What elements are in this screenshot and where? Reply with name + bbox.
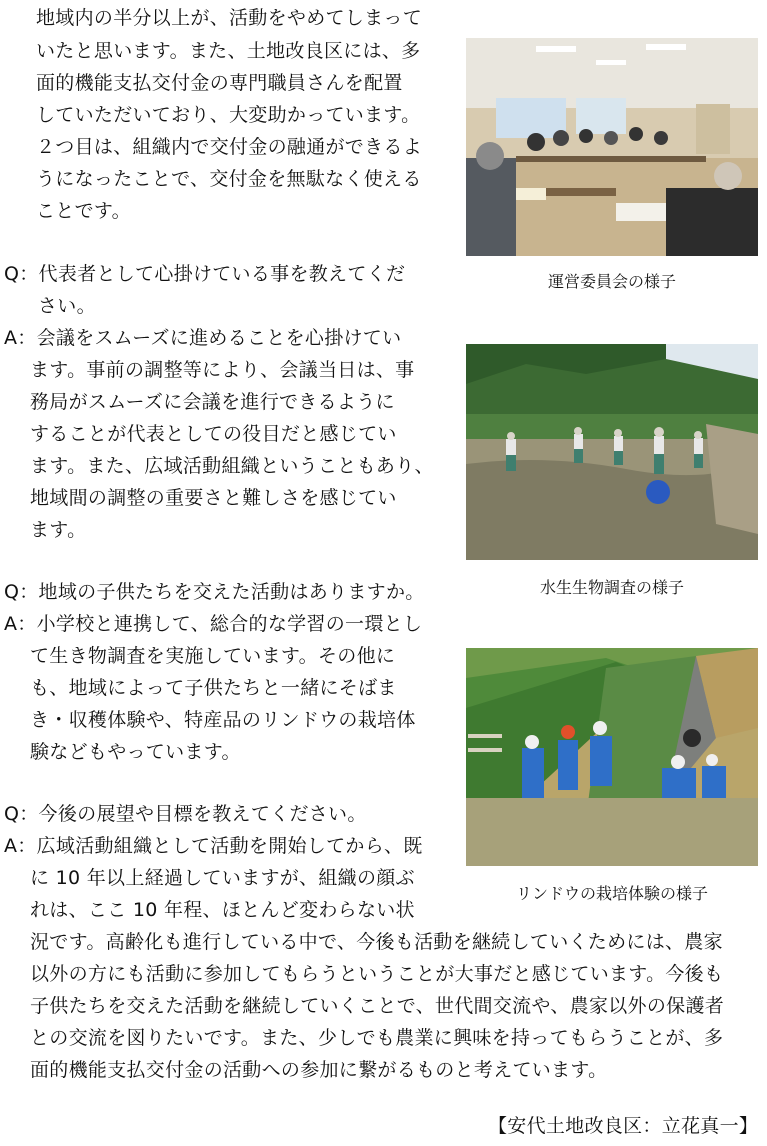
answer-3-line-3: れは、ここ 10 年程、ほとんど変わらない状 <box>30 899 415 921</box>
signature: 【安代土地改良区：立花真一】 <box>488 1115 759 1137</box>
question-2-line-1: Q：地域の子供たちを交えた活動はありますか。 <box>4 581 425 603</box>
intro-line-6: うになったことで、交付金を無駄なく使える <box>36 168 422 190</box>
gentian-cultivation-photo-caption: リンドウの栽培体験の様子 <box>515 884 708 903</box>
intro-line-4: していただいており、大変助かっています。 <box>36 104 421 126</box>
answer-2-line-1: A：小学校と連携して、総合的な学習の一環とし <box>4 613 423 635</box>
gentian-cultivation-photo <box>466 648 758 866</box>
river-survey-photo-caption: 水生生物調査の様子 <box>539 578 684 597</box>
wide-line-5: 面的機能支払交付金の活動への参加に繋がるものと考えています。 <box>30 1059 608 1081</box>
answer-2-line-4: き・収穫体験や、特産品のリンドウの栽培体 <box>30 709 416 731</box>
answer-1-line-3: 務局がスムーズに会議を進行できるように <box>30 391 395 413</box>
intro-line-2: いたと思います。また、土地改良区には、多 <box>36 40 421 62</box>
intro-line-3: 面的機能支払交付金の専門職員さんを配置 <box>36 72 403 94</box>
question-3-line-1: Q：今後の展望や目標を教えてください。 <box>4 803 367 825</box>
wide-line-4: との交流を図りたいです。また、少しでも農業に興味を持ってもらうことが、多 <box>30 1027 724 1049</box>
meeting-photo <box>466 38 758 256</box>
answer-1-line-5: ます。また、広域活動組織ということもあり、 <box>30 455 434 477</box>
intro-line-7: ことです。 <box>36 200 131 222</box>
intro-line-1: 地域内の半分以上が、活動をやめてしまって <box>36 7 423 29</box>
answer-1-line-4: することが代表としての役目だと感じてい <box>30 423 397 445</box>
wide-line-1: 況です。高齢化も進行している中で、今後も活動を継続していくためには、農家 <box>30 931 723 953</box>
answer-3-line-2: に 10 年以上経過していますが、組織の顔ぶ <box>30 867 415 889</box>
answer-2-line-5: 験などもやっています。 <box>30 741 241 763</box>
meeting-photo-caption: 運営委員会の様子 <box>547 272 676 291</box>
answer-3-line-1: A：広域活動組織として活動を開始してから、既 <box>4 835 423 857</box>
answer-1-line-7: ます。 <box>30 519 87 541</box>
answer-1-line-1: A：会議をスムーズに進めることを心掛けてい <box>4 327 402 349</box>
wide-line-3: 子供たちを交えた活動を継続していくことで、世代間交流や、農家以外の保護者 <box>30 995 725 1017</box>
answer-2-line-2: て生き物調査を実施しています。その他に <box>30 645 396 667</box>
answer-2-line-3: も、地域によって子供たちと一緒にそばま <box>30 677 397 699</box>
river-survey-photo <box>466 344 758 560</box>
answer-1-line-6: 地域間の調整の重要さと難しさを感じてい <box>30 487 397 509</box>
intro-line-5: ２つ目は、組織内で交付金の融通ができるよ <box>36 136 423 158</box>
answer-1-line-2: ます。事前の調整等により、会議当日は、事 <box>30 359 415 381</box>
question-1-line-2: さい。 <box>38 295 96 317</box>
question-1-line-1: Q：代表者として心掛けている事を教えてくだ <box>4 263 406 285</box>
wide-line-2: 以外の方にも活動に参加してもらうということが大事だと感じています。今後も <box>30 963 724 985</box>
